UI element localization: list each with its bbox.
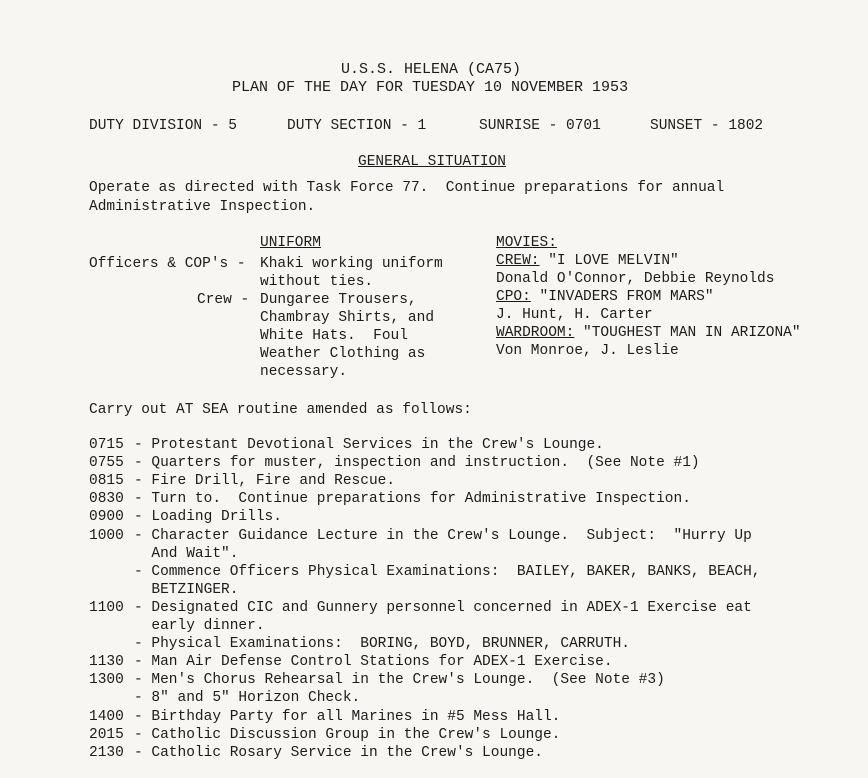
uniform-text: Weather Clothing as bbox=[260, 346, 426, 362]
schedule-text: - Catholic Discussion Group in the Crew's Lounge. bbox=[134, 727, 561, 743]
movie-crew-title: "I LOVE MELVIN" bbox=[539, 253, 679, 269]
crew-label: Crew - bbox=[197, 292, 250, 308]
movie-wardroom-cast: Von Monroe, J. Leslie bbox=[496, 343, 679, 359]
schedule-text: - 8" and 5" Horizon Check. bbox=[134, 690, 361, 706]
movie-wardroom-label: WARDROOM: bbox=[496, 325, 575, 341]
movie-crew-label: CREW: bbox=[496, 253, 540, 269]
general-situation-heading: GENERAL SITUATION bbox=[358, 154, 506, 170]
sunset: SUNSET - 1802 bbox=[650, 118, 764, 134]
officers-label: Officers & COP's - bbox=[89, 256, 246, 272]
schedule-text: early dinner. bbox=[134, 618, 265, 634]
schedule-text: - Protestant Devotional Services in the Crew's Lounge. bbox=[134, 437, 604, 453]
schedule-time: 1000 bbox=[89, 528, 124, 544]
schedule-text: - Physical Examinations: BORING, BOYD, BRUNNER, CARRUTH. bbox=[134, 636, 630, 652]
ship-title: U.S.S. HELENA (CA75) bbox=[341, 61, 522, 78]
movie-crew-cast: Donald O'Connor, Debbie Reynolds bbox=[496, 271, 775, 287]
movie-cpo-title: "INVADERS FROM MARS" bbox=[530, 289, 714, 305]
movie-crew bbox=[496, 252, 679, 270]
schedule-time: 1130 bbox=[89, 654, 124, 670]
schedule-time: 1400 bbox=[89, 709, 124, 725]
uniform-text: necessary. bbox=[260, 364, 348, 380]
schedule-text: And Wait". bbox=[134, 546, 239, 562]
uniform-text: Chambray Shirts, and bbox=[260, 310, 435, 326]
schedule-text: BETZINGER. bbox=[134, 582, 239, 598]
schedule-text: - Man Air Defense Control Stations for ADEX-1 Exercise. bbox=[134, 654, 613, 670]
duty-division: DUTY DIVISION - 5 bbox=[89, 118, 237, 134]
schedule-text: - Fire Drill, Fire and Rescue. bbox=[134, 473, 396, 489]
movie-cpo bbox=[496, 288, 714, 306]
uniform-text: Khaki working uniform bbox=[260, 256, 443, 272]
schedule-text: - Designated CIC and Gunnery personnel concerned in ADEX-1 Exercise eat bbox=[134, 600, 752, 616]
routine-intro: Carry out AT SEA routine amended as follows: bbox=[89, 402, 472, 418]
uniform-text: without ties. bbox=[260, 274, 374, 290]
schedule-time: 2015 bbox=[89, 727, 124, 743]
movie-cpo-cast: J. Hunt, H. Carter bbox=[496, 307, 653, 323]
schedule-text: - Commence Officers Physical Examinations: BAILEY, BAKER, BANKS, BEACH, bbox=[134, 564, 761, 580]
schedule-text: - Birthday Party for all Marines in #5 Mess Hall. bbox=[134, 709, 561, 725]
schedule-text: - Turn to. Continue preparations for Administrative Inspection. bbox=[134, 491, 691, 507]
schedule-text: - Quarters for muster, inspection and instruction. (See Note #1) bbox=[134, 455, 700, 471]
sunrise: SUNRISE - 0701 bbox=[479, 118, 601, 134]
schedule-text: - Character Guidance Lecture in the Crew's Lounge. Subject: "Hurry Up bbox=[134, 528, 752, 544]
schedule-text: - Loading Drills. bbox=[134, 509, 282, 525]
schedule-time: 1100 bbox=[89, 600, 124, 616]
schedule-time: 0755 bbox=[89, 455, 124, 471]
schedule-time: 0815 bbox=[89, 473, 124, 489]
schedule-time: 0715 bbox=[89, 437, 124, 453]
schedule-text: - Men's Chorus Rehearsal in the Crew's Lounge. (See Note #3) bbox=[134, 672, 665, 688]
schedule-time: 1300 bbox=[89, 672, 124, 688]
schedule-time: 0900 bbox=[89, 509, 124, 525]
schedule-text: - Catholic Rosary Service in the Crew's Lounge. bbox=[134, 745, 543, 761]
plan-title: PLAN OF THE DAY FOR TUESDAY 10 NOVEMBER 1953 bbox=[232, 79, 629, 96]
uniform-text: White Hats. Foul bbox=[260, 328, 408, 344]
uniform-heading: UNIFORM bbox=[260, 235, 321, 251]
movie-wardroom-title: "TOUGHEST MAN IN ARIZONA" bbox=[574, 325, 801, 341]
movie-cpo-label: CPO: bbox=[496, 289, 531, 305]
duty-section: DUTY SECTION - 1 bbox=[287, 118, 427, 134]
movies-heading: MOVIES: bbox=[496, 235, 557, 251]
schedule-time: 2130 bbox=[89, 745, 124, 761]
uniform-text: Dungaree Trousers, bbox=[260, 292, 417, 308]
movie-wardroom bbox=[496, 324, 801, 342]
schedule-time: 0830 bbox=[89, 491, 124, 507]
general-situation-line: Operate as directed with Task Force 77. Continue preparations for annual bbox=[89, 180, 725, 196]
general-situation-line: Administrative Inspection. bbox=[89, 199, 316, 215]
